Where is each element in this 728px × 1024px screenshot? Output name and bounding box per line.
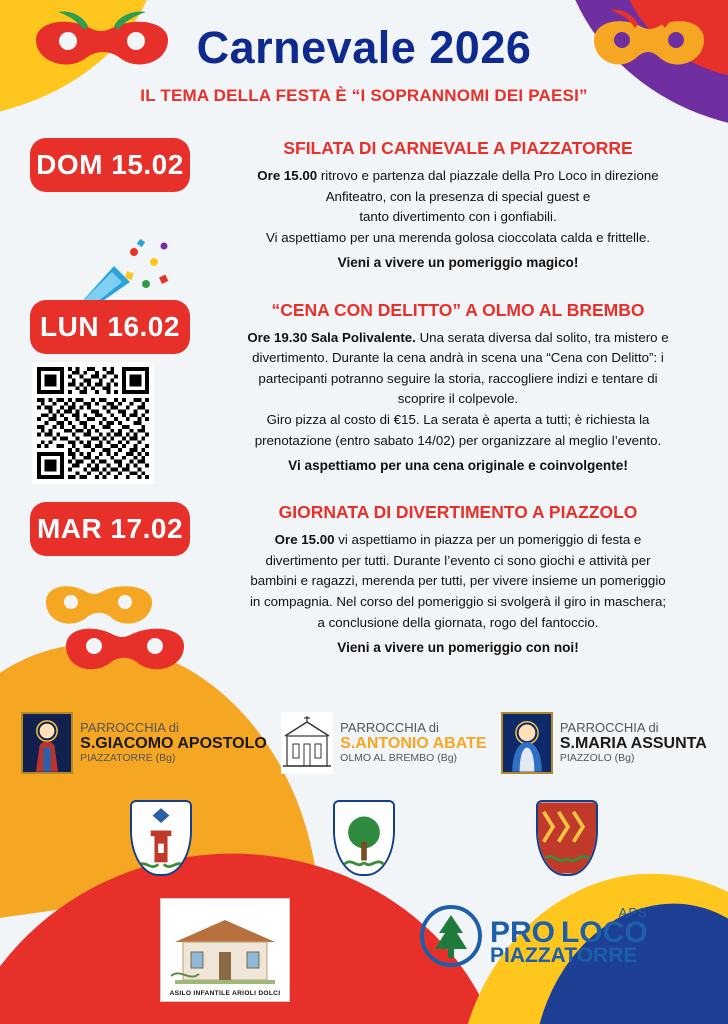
crest-piazzatorre xyxy=(130,800,192,876)
crest-olmo-image xyxy=(335,802,393,874)
event-block-1 xyxy=(0,138,728,274)
parish-logo-piazzatorre xyxy=(21,712,267,774)
pro-loco-aps: APS xyxy=(618,904,648,920)
parish-line2: S.ANTONIO ABATE xyxy=(340,735,487,753)
parish-line1: PARROCCHIA di xyxy=(80,719,179,735)
event-line-text: divertimento. Durante la cena andrà in scena una “Cena con Delitto”: i xyxy=(252,350,664,366)
event-closing-3: Vieni a vivere un pomeriggio con noi! xyxy=(337,640,579,656)
event-line-text: Una serata diversa dal solito, tra mistero e xyxy=(415,329,669,345)
event-line-bold: Ore 19.30 Sala Polivalente. xyxy=(247,329,416,345)
parish-line2: S.GIACOMO APOSTOLO xyxy=(80,735,267,753)
event-line-text: Giro pizza al costo di €15. La serata è aperta a tutti; è richiesta la xyxy=(266,411,650,427)
event-line-text: vi aspettiamo in piazza per un pomeriggio di festa e xyxy=(334,532,642,548)
asilo-caption: ASILO INFANTILE ARIOLI DOLCI xyxy=(169,990,281,997)
pine-tree-icon xyxy=(420,905,482,967)
asilo-logo xyxy=(160,898,290,1002)
parish-line1: PARROCCHIA di xyxy=(559,719,659,735)
event-line-text: scoprire il colpevole. xyxy=(397,391,519,407)
pro-loco-piazzatorre: PIAZZATORRE xyxy=(490,944,638,968)
crest-piazzatorre-image xyxy=(132,802,190,874)
date-badge-3: MAR 17.02 xyxy=(30,502,190,556)
event-line-text: in compagnia. Nel corso del pomeriggio si svolgerà il giro in maschera; xyxy=(249,594,667,610)
asilo-building-image xyxy=(165,908,285,990)
parish-logo-olmo-al-brembo xyxy=(281,712,486,774)
church-drawing xyxy=(281,712,333,774)
crest-piazzolo-image xyxy=(538,802,596,874)
event-text-2 xyxy=(200,328,716,477)
event-line-bold: Ore 15.00 xyxy=(274,532,335,548)
event-line-text: Anfiteatro, con la presenza di special guest e xyxy=(325,188,591,204)
parish-line3: OLMO AL BREMBO (Bg) xyxy=(340,752,458,765)
event-line-text: a conclusione della giornata, rogo del fantoccio. xyxy=(317,614,599,630)
page-title: Carnevale 2026 xyxy=(196,22,532,73)
event-line-text: Vi aspettiamo per una merenda golosa cioccolata calda e frittelle. xyxy=(265,229,651,245)
event-text-3 xyxy=(200,530,716,658)
parish-line2: S.MARIA ASSUNTA xyxy=(559,735,707,753)
pro-loco-logo xyxy=(420,905,648,967)
event-line-bold: Ore 15.00 xyxy=(257,168,318,183)
pro-loco-loco: LOCO xyxy=(561,915,648,949)
parish-logos-row xyxy=(0,712,728,774)
crest-olmo-al-brembo xyxy=(333,800,395,876)
parish-line3: PIAZZOLO (Bg) xyxy=(559,752,635,765)
church-building-icon xyxy=(281,712,333,774)
madonna-icon xyxy=(501,712,553,774)
madonna-image xyxy=(503,714,551,772)
event-line-text: divertimento per tutti. Durante l’evento ci sono giochi e attività per xyxy=(265,552,651,568)
event-line xyxy=(257,168,658,183)
municipal-crests-row xyxy=(0,800,728,876)
saint-james-icon xyxy=(21,712,73,774)
qr-code-image xyxy=(37,367,149,479)
pine-tree-image xyxy=(430,913,472,959)
event-closing-1: Vieni a vivere un pomeriggio magico! xyxy=(337,255,579,271)
event-line-text: bambini e ragazzi, merenda per tutti, per vivere insieme un pomeriggio xyxy=(250,573,666,589)
saint-image xyxy=(23,714,71,772)
page-subtitle: IL TEMA DELLA FESTA È “I SOPRANNOMI DEI PAESI” xyxy=(140,86,588,105)
event-line-text: partecipanti potranno seguire la storia, raccogliere indizi e tentare di xyxy=(258,370,658,386)
parish-line1: PARROCCHIA di xyxy=(340,719,439,735)
event-title-1: SFILATA DI CARNEVALE A PIAZZATORRE xyxy=(283,138,633,158)
event-line-text: ritrovo e partenza dal piazzale della Pro Loco in direzione xyxy=(317,168,659,183)
date-badge-2: LUN 16.02 xyxy=(30,300,190,354)
event-block-2 xyxy=(0,300,728,477)
event-closing-2: Vi aspettiamo per una cena originale e coinvolgente! xyxy=(288,458,628,474)
event-line-text: prenotazione (entro sabato 14/02) per organizzare al meglio l’evento. xyxy=(254,432,662,448)
event-title-3: GIORNATA DI DIVERTIMENTO A PIAZZOLO xyxy=(278,502,638,523)
qr-code[interactable] xyxy=(32,362,154,484)
event-text-1 xyxy=(200,166,716,274)
event-title-2: “CENA CON DELITTO” A OLMO AL BREMBO xyxy=(271,299,645,320)
event-block-3 xyxy=(0,502,728,658)
parish-logo-piazzolo xyxy=(501,712,707,774)
crest-piazzolo xyxy=(536,800,598,876)
date-badge-1: DOM 15.02 xyxy=(30,138,190,192)
parish-line3: PIAZZATORRE (Bg) xyxy=(80,752,176,765)
pro-loco-pro: PRO xyxy=(490,915,556,949)
event-line-text: tanto divertimento con i gonfiabili. xyxy=(359,209,557,225)
